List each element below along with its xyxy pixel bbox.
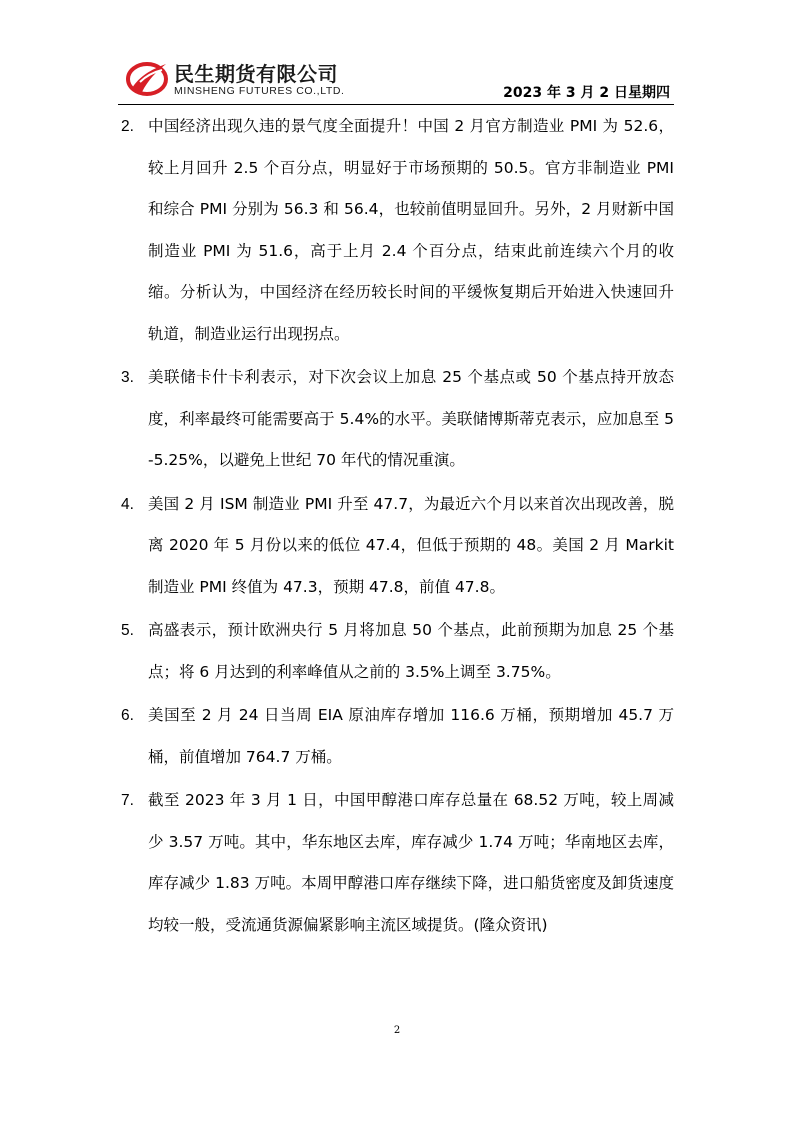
list-item-text: 美联储卡什卡利表示，对下次会议上加息 25 个基点或 50 个基点持开放态度，利率最终可能需要高于 5.4%的水平。美联储博斯蒂克表示，应加息至 5-5.25%，以避免上世纪 70 年代的情况重演。 (148, 368, 674, 469)
company-name-cn: 民生期货有限公司 (174, 62, 338, 86)
list-item-text: 截至 2023 年 3 月 1 日，中国甲醇港口库存总量在 68.52 万吨，较上周减少 3.57 万吨。其中，华东地区去库，库存减少 1.74 万吨；华南地区去库，库存减少 1.83 万吨。本周甲醇港口库存继续下降，进口船货密度及卸货速度均较一般，受流通货源偏紧影响主流区域提货。(隆众资讯) (148, 791, 674, 934)
header-divider (118, 104, 674, 105)
list-item-number: 7. (121, 792, 134, 809)
list-item-number: 6. (121, 707, 134, 724)
list-item (118, 780, 674, 946)
report-date: 2023 年 3 月 2 日星期四 (503, 85, 670, 101)
list-item-text: 美国至 2 月 24 日当周 EIA 原油库存增加 116.6 万桶，预期增加 45.7 万桶，前值增加 764.7 万桶。 (148, 706, 674, 766)
list-item-text: 美国 2 月 ISM 制造业 PMI 升至 47.7，为最近六个月以来首次出现改善，脱离 2020 年 5 月份以来的低位 47.4，但低于预期的 48。美国 2 月 Markit 制造业 PMI 终值为 47.3，预期 47.8，前值 47.8。 (148, 494, 674, 596)
page-header (118, 52, 674, 104)
list-item (118, 484, 674, 609)
list-item-text: 中国经济出现久违的景气度全面提升！中国 2 月官方制造业 PMI 为 52.6，较上月回升 2.5 个百分点，明显好于市场预期的 50.5。官方非制造业 PMI 和综合 PMI 分别为 56.3 和 56.4，也较前值明显回升。另外，2 月财新中国制造业 PMI 为 51.6，高于上月 2.4 个百分点，结束此前连续六个月的收缩。分析认为，中国经济在经历较长时间的平缓恢复期后开始进入快速回升轨道，制造业运行出现拐点。 (148, 117, 674, 343)
list-item (118, 106, 674, 355)
list-item-number: 2. (121, 118, 134, 135)
page-number: 2 (393, 1025, 401, 1036)
list-item (118, 610, 674, 693)
list-item-text: 高盛表示，预计欧洲央行 5 月将加息 50 个基点，此前预期为加息 25 个基点；将 6 月达到的利率峰值从之前的 3.5%上调至 3.75%。 (148, 621, 674, 681)
company-name-en: MINSHENG FUTURES CO.,LTD. (174, 85, 345, 97)
list-item-number: 4. (121, 495, 134, 513)
company-logo (126, 56, 376, 102)
logo-swoosh-icon (126, 58, 170, 98)
list-item (118, 695, 674, 778)
list-item-number: 3. (121, 369, 134, 386)
list-item-number: 5. (121, 622, 134, 639)
news-list (118, 106, 674, 948)
list-item (118, 357, 674, 482)
